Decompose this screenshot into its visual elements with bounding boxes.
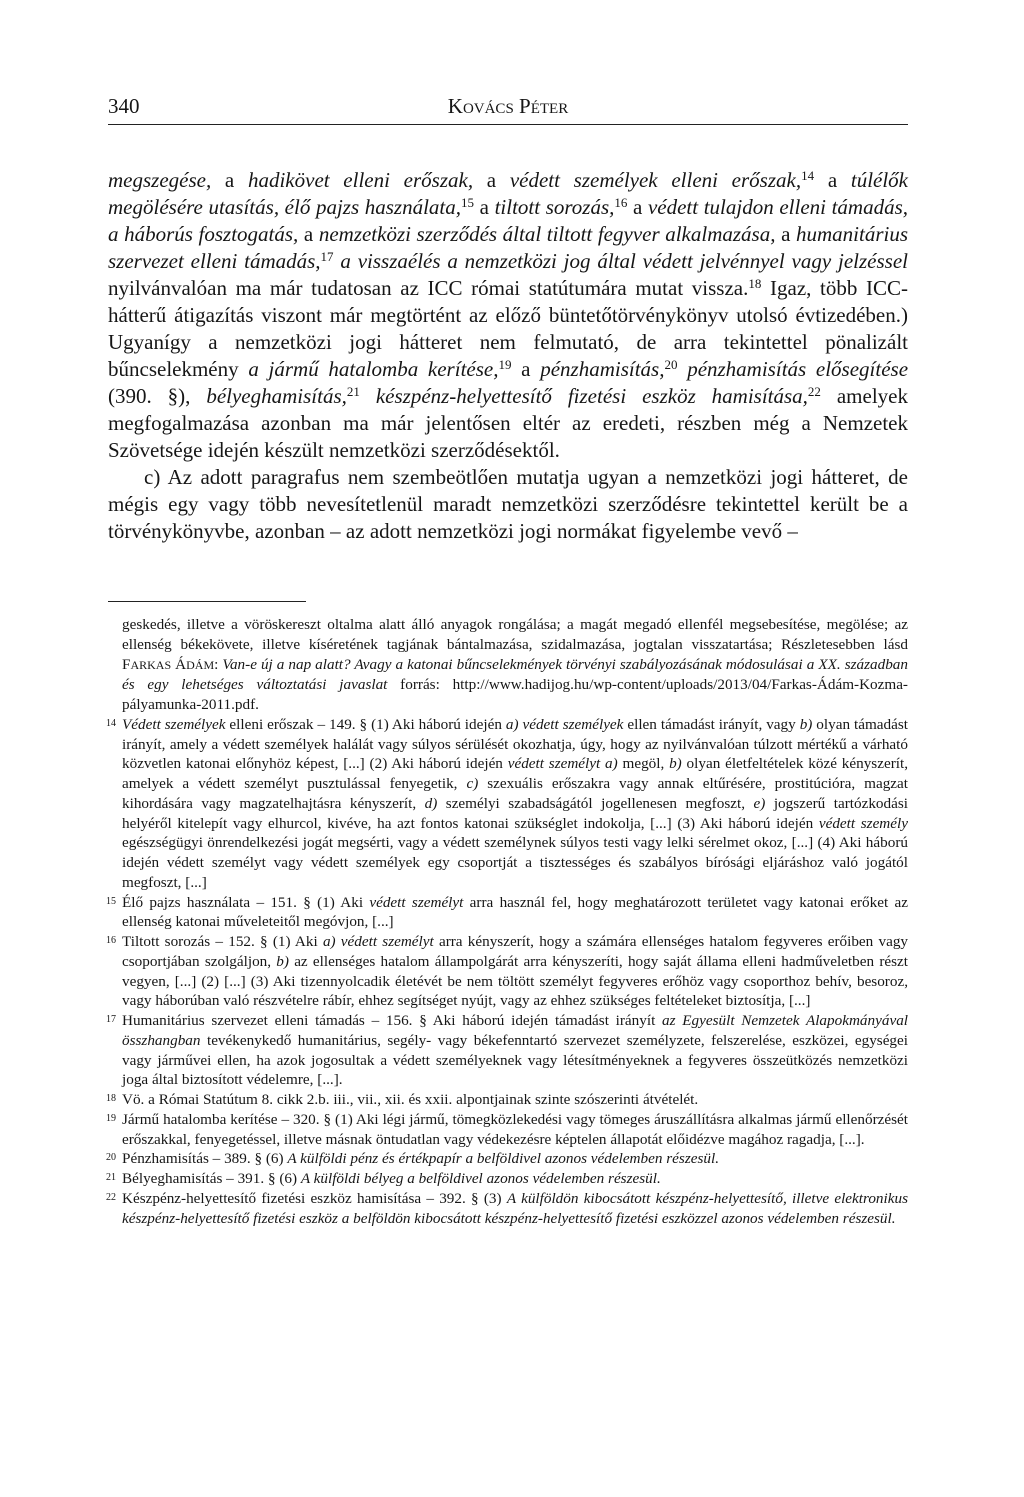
page-header (108, 94, 908, 125)
paragraph: megszegése, a hadikövet elleni erőszak, a védett személyek elleni erőszak,$^{14}$ a túlélők megölésére utasítás, élő pajzs használata,$^{15}$ a tiltott sorozás,$^{16}$ a védett tulajdon elleni támadás, a háborús fosztogatás, a nemzetközi szerződés által tiltott fegyver alkalmazása, a humanitárius szervezet elleni támadás,$^{17}$ a visszaélés a nemzetközi jog által védett jelvénnyel vagy jelzéssel nyilvánvalóan ma már tudatosan az ICC római statútumára mutat vissza.$^{18}$ Igaz, több ICC-hátterű átigazítás viszont már megtörtént az előző büntetőtörvénykönyv utolsó évtizedében.) Ugyanígy a nemzetközi jogi hátteret nem felmutató, de arra tekintettel pönalizált bűncselekmény a jármű hatalomba kerítése,$^{19}$ a pénzhamisítás,$^{20}$ pénzhamisítás elősegítése (390. §), bélyeghamisítás,$^{21}$ készpénz-helyettesítő fizetési eszköz hamisítása,$^{22}$ amelyek megfogalmazása azonban ma már jelentősen eltér az eredeti, részben még a Nemzetek Szövetsége idején készült nemzetközi szerződésektől. (108, 167, 909, 462)
footnote-number: 20 (106, 1152, 116, 1164)
footnote-ref: 15 (461, 194, 475, 210)
footnote-number: 18 (106, 1093, 116, 1104)
footnote-ref: 17 (320, 248, 334, 264)
author-initial: P (519, 94, 531, 118)
footnote-number: 21 (106, 1172, 116, 1183)
footnote-number: 14 (106, 717, 116, 729)
footnote-ref: 14 (801, 167, 815, 183)
footnote-continuation: geskedés, illetve a vöröskereszt oltalma alatt álló anyagok rongálása; a magát megadó ellenfél megsebesítése, megölése; az ellenség békekövete, illetve kíséretének tagjának bántalmazása, szidalmazása, jogtalan visszatartása; Részletesebben lásd FARKAS ÁDÁM: Van-e új a nap alatt? Avagy a katonai bűncselekmények törvényi szabályozásának módosulásai a XX. században és egy lehetséges változtatási javaslat forrás: http://www.hadijog.hu/wp-content/uploads/2013/04/Farkas-Ádám-Kozma-pályamunka-2011.pdf. (122, 616, 908, 713)
footnote-15: 15 Élő pajzs használata – 151. § (1) Aki védett személyt arra használ fel, hogy meghatározott területet vagy katonai erőket az ellenség katonai műveleteitől megóvjon, [...] (106, 893, 908, 931)
footnote-18: 18 Vö. a Római Statútum 8. cikk 2.b. iii., vii., xii. és xxii. alpontjainak szinte szószerinti átvételét. (106, 1091, 699, 1108)
footnote-number: 15 (106, 895, 116, 907)
footnote-ref: 22 (807, 383, 821, 399)
footnote-16: 16 Tiltott sorozás – 152. § (1) Aki a) védett személyt arra kényszerít, hogy a számára ellenséges hatalom fegyveres erőiben vagy csoportjában szolgáljon, b) az ellenséges hatalom állampolgárát arra kényszeríti, hogy saját állama elleni hadműveletben részt vegyen, [...] (2) [...] (3) Aki tizennyolcadik életévét be nem töltött személyt fegyveres erőhöz vagy csoporthoz behív, besoroz, vagy háborúban való részvételre rábír, ehhez segítséget nyújt, vagy az ehhez szükséges feltételeket biztosítja, [...] (106, 933, 909, 1010)
footnotes (108, 615, 908, 1228)
footnote-number: 17 (106, 1014, 116, 1025)
paragraph: c) Az adott paragrafus nem szembeötlően mutatja ugyan a nemzetközi jogi hátteret, de mégis egy vagy több nevesítetlenül maradt nemzetközi szerződésre tekintettel került be a törvénykönyvbe, azonban – az adott nemzetközi jogi normákat figyelembe vevő – (108, 465, 908, 543)
footnote-ref: 16 (614, 194, 628, 210)
footnote-14: 14 Védett személyek elleni erőszak – 149. § (1) Aki háború idején a) védett személyek ellen támadást irányít, vagy b) olyan támadást irányít, amely a védett személyek halálát vagy súlyos sérülését okozhatja, úgy, hogy az nyilvánvalóan túlzott mértékű a várható közvetlen katonai előnyhöz képest, [...] (2) Aki háború idején védett személyt a) megöl, b) olyan életfeltételek közé kényszerít, amelyek a védett személyt pusztulással fenyegetik, c) szexuális erőszakra vagy annak eltűrésére, prostitúcióra, magzat kihordására vagy magzatelhajtásra kényszerít, d) személyi szabadságától jogellenesen megfoszt, e) jogszerű tartózkodási helyéről kitelepít vagy elhurcol, kivéve, ha azt fontos katonai szükséglet indokolja, [...] (3) Aki háború idején védett személy egészségügyi önrendelkezési jogát megsérti, vagy a védett személynek súlyos testi vagy lelki sérelmet okoz, [...] (4) Aki háború idején védett személyt vagy védett személyek egy csoportját a tisztességes és szabályos bírósági eljáráshoz való jogától megfoszt, [...] (106, 715, 908, 891)
footnote-19: 19 Jármű hatalomba kerítése – 320. § (1) Aki légi jármű, tömegközlekedési vagy tömeges áruszállításra alkalmas jármű ellenőrzését erőszakkal, fenyegetéssel, illetve másnak öntudatlan vagy védekezésre képtelen állapotát előidézve magához ragadja, [...]. (106, 1110, 908, 1148)
footnote-ref: 19 (498, 356, 512, 372)
author-smallcaps: OVÁCS (462, 101, 514, 117)
footnote-number: 16 (106, 935, 116, 946)
footnote-17: 17 Humanitárius szervezet elleni támadás – 156. § Aki háború idején támadást irányít az Egyesült Nemzetek Alapokmányával összhangban tevékenykedő humanitárius, segély- vagy békefenntartó szervezet személyzete, felszerelése, eszközei, egységei vagy járművei ellen, ha azok jogosultak a védett személyeknek vagy létesítményeknek a fegyveres összeütközés nemzetközi joga által biztosított védelemre, [...]. (106, 1012, 909, 1089)
footnote-ref: 20 (664, 356, 678, 372)
running-head-author (108, 94, 908, 119)
footnote-number: 22 (106, 1191, 116, 1203)
footnote-20: 20 Pénzhamisítás – 389. § (6) A külföldi pénz és értékpapír a belföldivel azonos védelemben részesül. (106, 1150, 719, 1168)
footnote-divider (108, 601, 306, 602)
footnote-22: 22 Készpénz-helyettesítő fizetési eszköz hamisítása – 392. § (3) A külföldön kibocsátott készpénz-helyettesítő, illetve elektronikus készpénz-helyettesítő fizetési eszköz a belföldön kibocsátott készpénz-helyettesítő fizetési eszközzel azonos védelemben részesül. (106, 1189, 908, 1227)
footnote-ref: 18 (748, 275, 762, 291)
author-initial: K (447, 94, 463, 118)
footnote-21: 21 Bélyeghamisítás – 391. § (6) A külföldi bélyeg a belföldivel azonos védelemben részesül. (106, 1170, 661, 1187)
footnote-ref: 21 (346, 383, 360, 399)
author-smallcaps: ÉTER (530, 101, 569, 117)
page-number: 340 (108, 94, 140, 118)
main-text (108, 167, 908, 545)
footnote-number: 19 (106, 1112, 116, 1124)
